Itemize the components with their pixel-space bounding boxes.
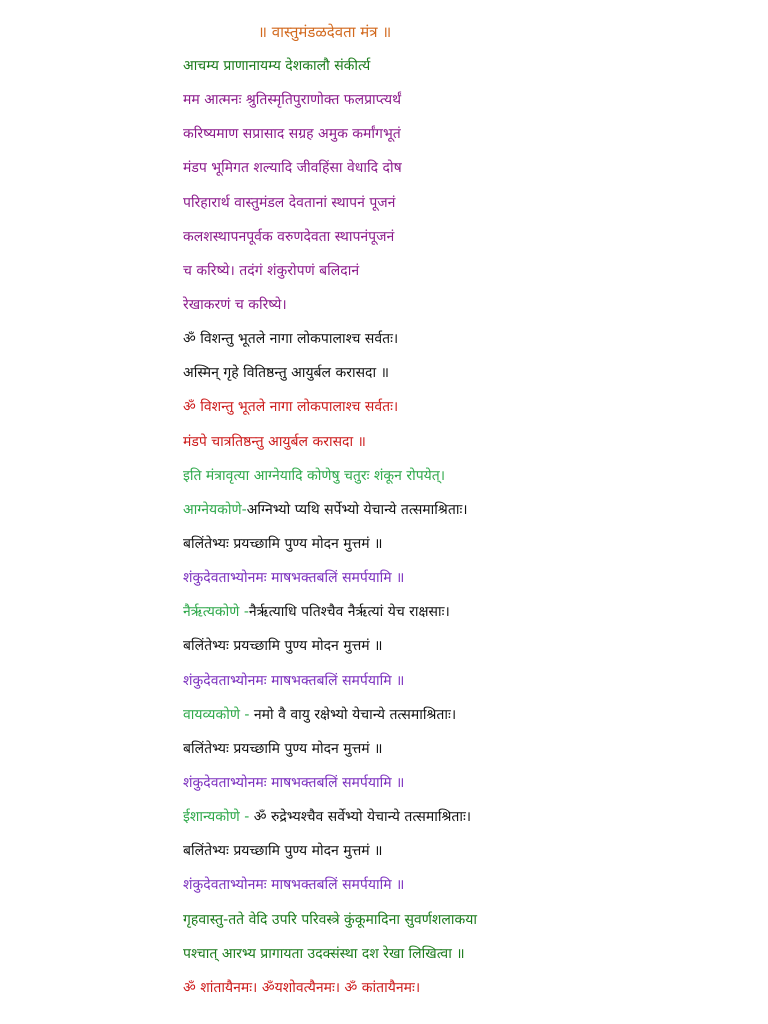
text-segment: ॐ शांतायैनमः। ॐयशोवत्यैनमः। ॐ कांतायैनमः। [183,979,421,996]
text-segment: रेखाकरणं च करिष्ये। [183,296,287,313]
text-segment: करिष्यमाण सप्रासाद सग्रह अमुक कर्मांगभूतं [183,126,401,143]
text-line [183,432,743,466]
text-segment: आग्नेयकोणे- [183,501,247,518]
text-line [183,56,743,90]
mantra-text-block [183,56,743,1012]
text-segment: बलिंतेभ्यः प्रयच्छामि पुण्य मोदन मुत्तमं ॥ [183,535,383,552]
text-line [183,875,743,909]
text-line [183,261,743,295]
text-segment: ॐ रुद्रेभ्यश्चैव सर्वेभ्यो येचान्ये तत्समाश्रिताः। [253,809,472,826]
text-line [183,500,743,534]
text-segment: गृहवास्तु-तते वेदि उपरि परिवस्त्रे कुंकूमादिना सुवर्णशलाकया [183,911,477,928]
text-segment: शंकुदेवताभ्योनमः माषभक्तबलिं समर्पयामि ॥ [183,672,405,689]
text-segment: बलिंतेभ्यः प्रयच्छामि पुण्य मोदन मुत्तमं ॥ [183,638,383,655]
text-line [183,329,743,363]
text-line [183,910,743,944]
text-line [183,158,743,192]
text-segment: नैर्ऋत्यकोणे - [183,604,249,621]
text-line [183,90,743,124]
text-segment: वायव्यकोणे - [183,706,254,723]
text-line [183,841,743,875]
page-title: ॥ वास्तुमंडळदेवता मंत्र ॥ [258,23,392,41]
text-line [183,534,743,568]
text-line [183,705,743,739]
text-segment: अग्निभ्यो प्यथि सर्पेभ्यो येचान्ये तत्समाश्रिताः। [246,501,468,518]
text-segment: नैर्ऋत्याधि पतिश्चैव नैर्ऋत्यां येच राक्षसाः। [248,604,450,621]
text-segment: ॐ विशन्तु भूतले नागा लोकपालाश्च सर्वतः। [183,331,399,348]
text-line [183,363,743,397]
text-line [183,773,743,807]
text-segment: परिहारार्थ वास्तुमंडल देवतानां स्थापनं पूजनं [183,194,396,211]
text-segment: मंडपे चात्रतिष्ठन्तु आयुर्बल करासदा ॥ [183,433,366,450]
text-segment: मम आत्मनः श्रुतिस्मृतिपुराणोक्त फलप्राप्त्यर्थं [183,92,402,109]
text-line [183,944,743,978]
text-line [183,671,743,705]
text-line [183,193,743,227]
text-line [183,124,743,158]
text-line [183,568,743,602]
text-segment: बलिंतेभ्यः प्रयच्छामि पुण्य मोदन मुत्तमं ॥ [183,843,383,860]
text-line [183,739,743,773]
text-segment: पश्चात् आरभ्य प्रागायता उदक्संस्था दश रेखा लिखित्वा ॥ [183,945,465,962]
text-line [183,807,743,841]
text-segment: च करिष्ये। तदंगं शंकुरोपणं बलिदानं [183,262,360,279]
text-line [183,397,743,431]
text-line [183,466,743,500]
text-segment: बलिंतेभ्यः प्रयच्छामि पुण्य मोदन मुत्तमं ॥ [183,740,383,757]
text-line [183,978,743,1012]
text-line [183,295,743,329]
text-line [183,636,743,670]
text-segment: नमो वै वायु रक्षेभ्यो येचान्ये तत्समाश्रिताः। [253,706,457,723]
text-segment: कलशस्थापनपूर्वक वरुणदेवता स्थापनंपूजनं [183,228,395,245]
text-segment: ॐ विशन्तु भूतले नागा लोकपालाश्च सर्वतः। [183,399,399,416]
text-segment: अस्मिन् गृहे वितिष्ठन्तु आयुर्बल करासदा ॥ [183,365,389,382]
text-line [183,227,743,261]
text-segment: इति मंत्रावृत्या आग्नेयादि कोणेषु चतुरः शंकून रोपयेत्। [183,467,446,484]
text-segment: ईशान्यकोणे - [183,809,254,826]
text-segment: शंकुदेवताभ्योनमः माषभक्तबलिं समर्पयामि ॥ [183,877,405,894]
text-segment: मंडप भूमिगत शल्यादि जीवहिंसा वेधादि दोष [183,160,402,177]
text-segment: शंकुदेवताभ्योनमः माषभक्तबलिं समर्पयामि ॥ [183,570,405,587]
text-segment: आचम्य प्राणानायम्य देशकालौ संकीर्त्य [183,58,371,74]
text-line [183,602,743,636]
text-segment: शंकुदेवताभ्योनमः माषभक्तबलिं समर्पयामि ॥ [183,774,405,791]
